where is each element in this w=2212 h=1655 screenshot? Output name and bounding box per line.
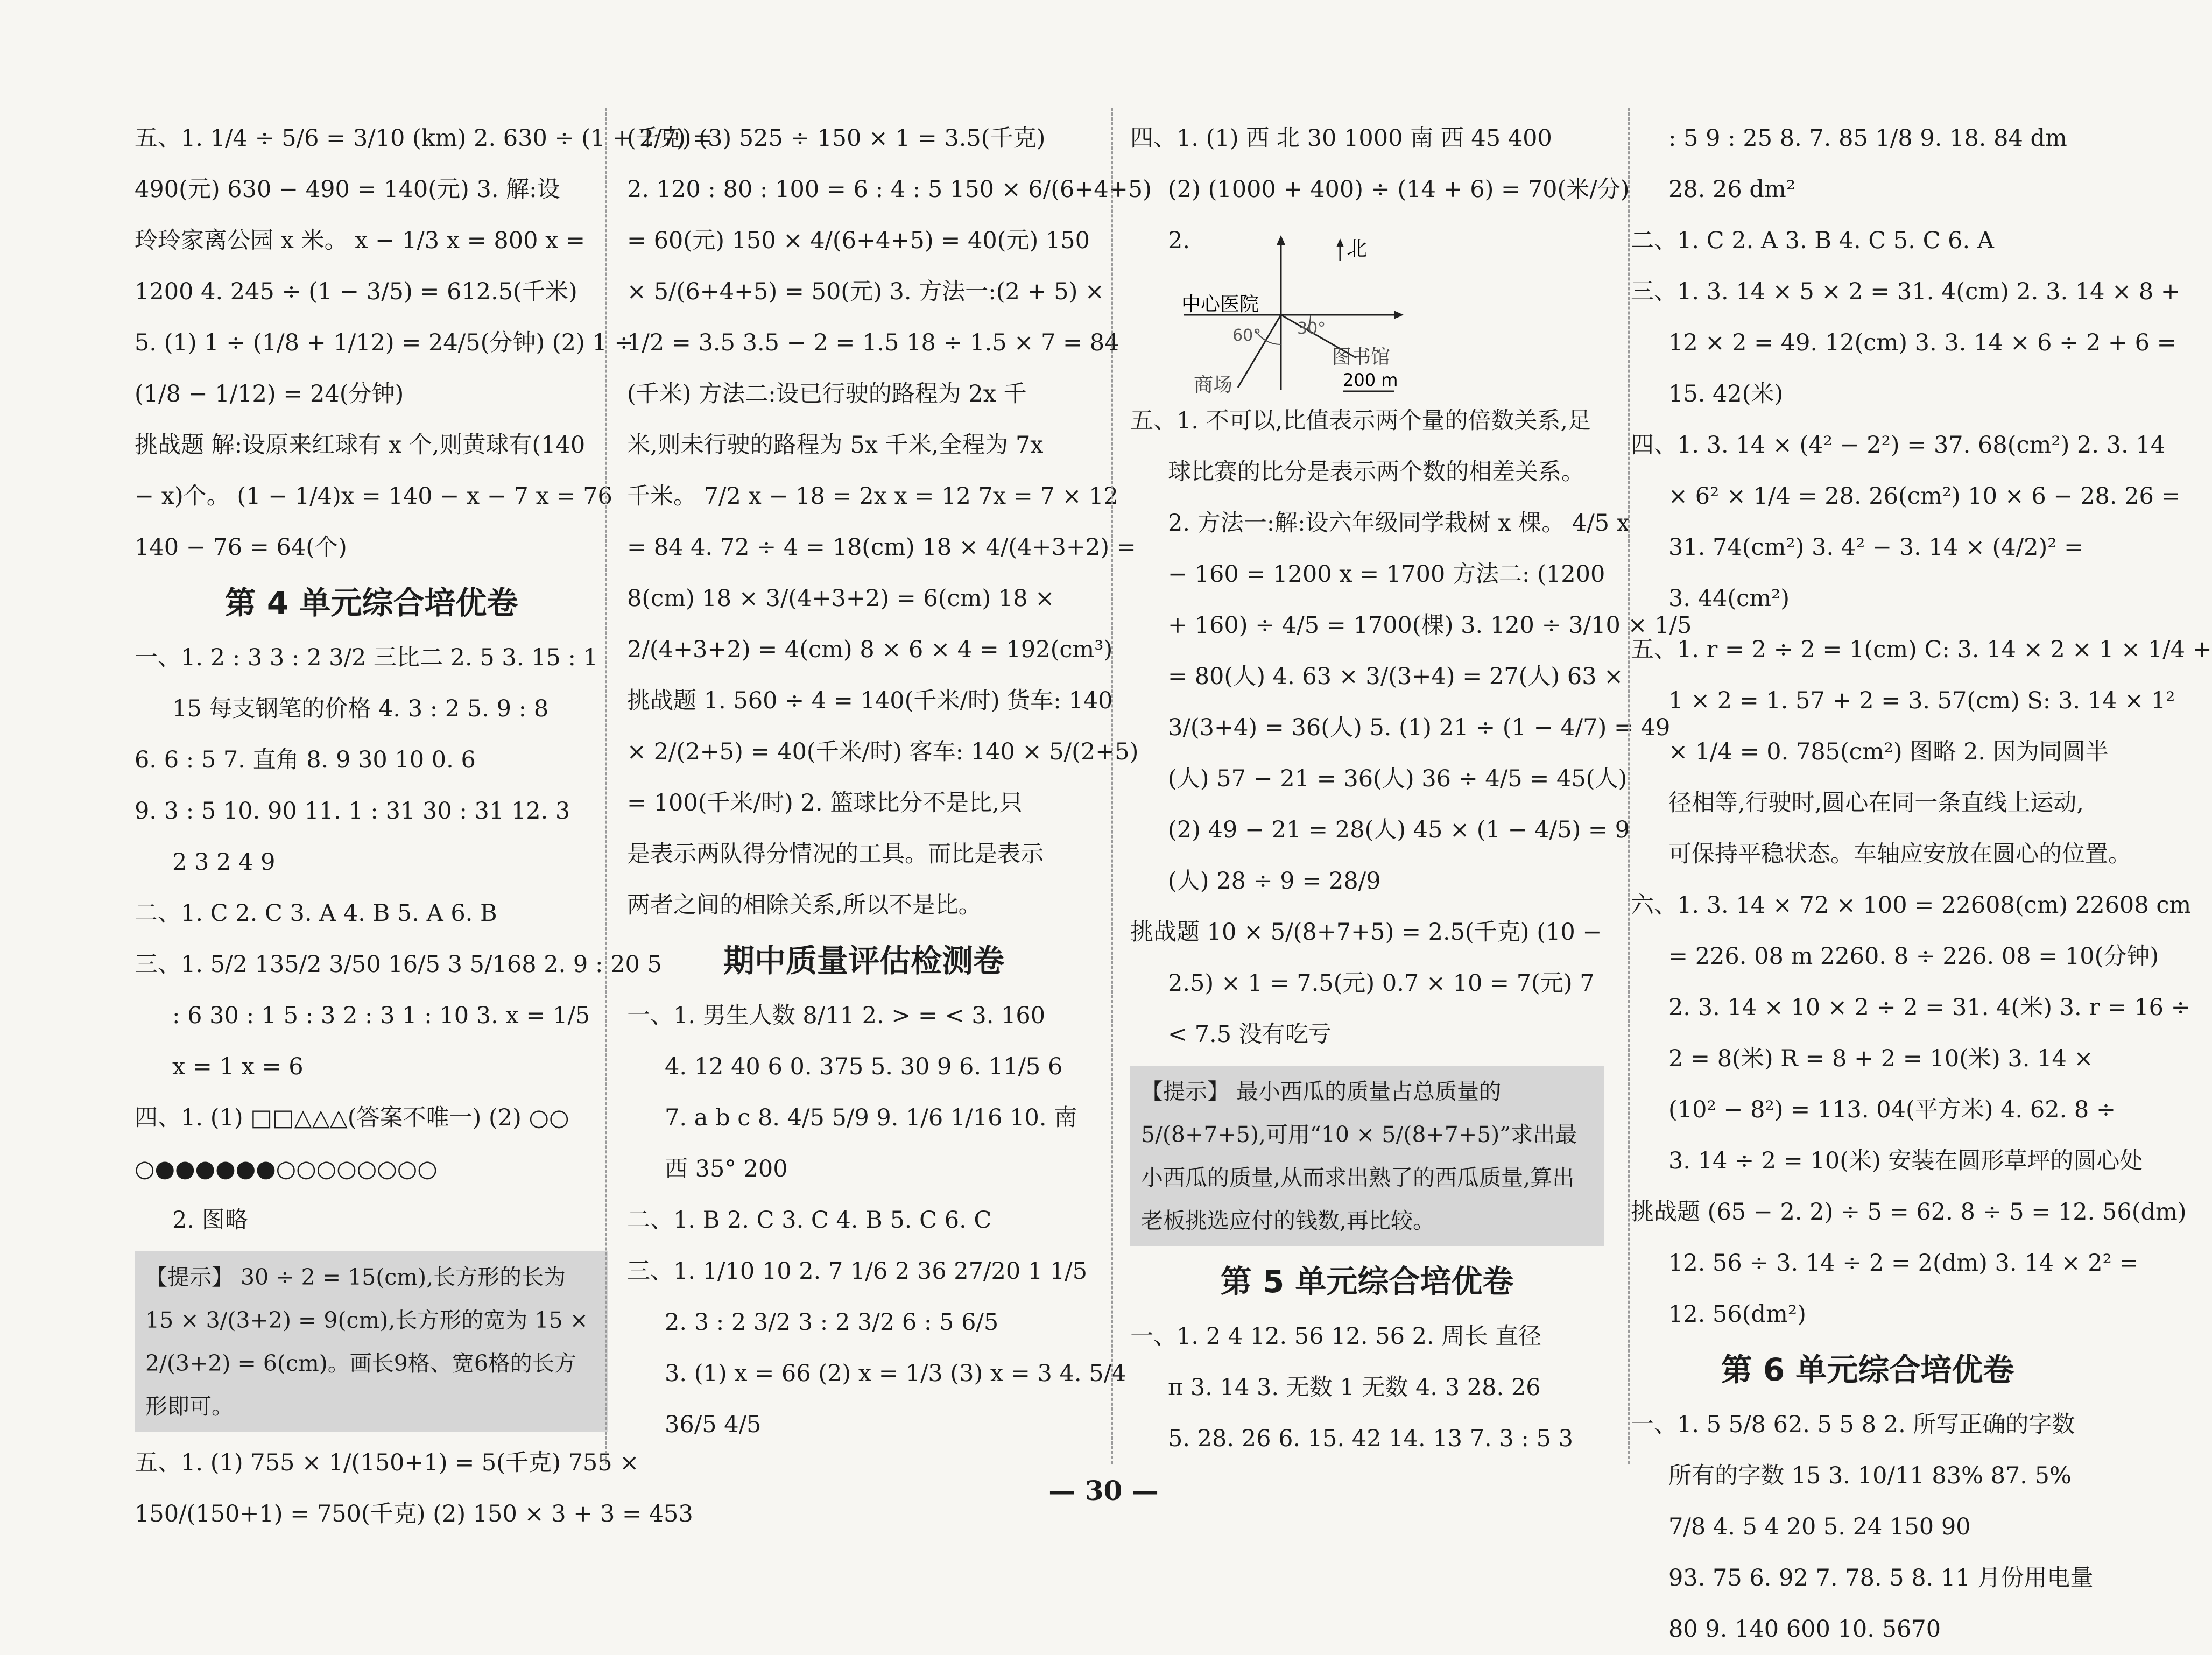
answer-line: 五、1. 1/4 ÷ 5/6 = 3/10 (km) 2. 630 ÷ (1 + 2/7) = (135, 125, 713, 152)
answer-line: 28. 26 dm² (1668, 176, 1795, 203)
mall-label: 商场 (1194, 374, 1233, 396)
answer-line: 6. 6 : 5 7. 直角 8. 9 30 10 0. 6 (135, 746, 476, 773)
answer-line: = 84 4. 72 ÷ 4 = 18(cm) 18 × 4/(4+3+2) = (627, 534, 1136, 561)
answer-line: 2 = 8(米) R = 8 + 2 = 10(米) 3. 14 × (1668, 1045, 2094, 1072)
answer-line: 西 35° 200 (665, 1156, 788, 1182)
column-4 (1631, 113, 2212, 1655)
answer-line: 1 × 2 = 1. 57 + 2 = 3. 57(cm) S: 3. 14 × 1² (1668, 687, 2175, 714)
answer-line: 2/(4+3+2) = 4(cm) 8 × 6 × 4 = 192(cm³) (627, 636, 1113, 663)
answer-line: 是表示两队得分情况的工具。而比是表示 (627, 841, 1044, 868)
answer-line: 三、1. 5/2 135/2 3/50 16/5 3 5/168 2. 9 : 20 5 (135, 951, 662, 978)
answer-line: 2. 方法一:解:设六年级同学栽树 x 棵。 4/5 x (1168, 510, 1630, 537)
answer-line: 150/(150+1) = 750(千克) (2) 150 × 3 + 3 = 453 (135, 1501, 693, 1527)
answer-line: 5. (1) 1 ÷ (1/8 + 1/12) = 24/5(分钟) (2) 1 ÷ (135, 329, 634, 356)
answer-line: x = 1 x = 6 (172, 1053, 304, 1080)
answer-line: 15. 42(米) (1668, 381, 1784, 407)
answer-line: × 1/4 = 0. 785(cm²) 图略 2. 因为同圆半 (1668, 738, 2109, 765)
answer-line: = 80(人) 4. 63 × 3/(3+4) = 27(人) 63 × (1168, 663, 1624, 690)
answer-line: 2. 图略 (172, 1207, 248, 1234)
answer-line: = 226. 08 m 2260. 8 ÷ 226. 08 = 10(分钟) (1668, 943, 2159, 970)
answer-line: 1/2 = 3.5 3.5 − 2 = 1.5 18 ÷ 1.5 × 7 = 84 (627, 329, 1119, 356)
answer-line: 12. 56(dm²) (1668, 1301, 1806, 1328)
answer-line: 7. a b c 8. 4/5 5/9 9. 1/6 1/16 10. 南 (665, 1104, 1077, 1131)
north-arrow-icon (1336, 238, 1344, 247)
answer-line: 可保持平稳状态。车轴应安放在圆心的位置。 (1668, 841, 2131, 868)
answer-line: 挑战题 10 × 5/(8+7+5) = 2.5(千克) (10 − (1130, 919, 1602, 946)
section-title: 期中质量评估检测卷 (723, 942, 1004, 979)
angle-label: 60° (1232, 326, 1262, 345)
answer-line: 玲玲家离公园 x 米。 x − 1/3 x = 800 x = (135, 227, 586, 254)
library-label: 图书馆 (1332, 346, 1391, 368)
answer-line: 3. (1) x = 66 (2) x = 1/3 (3) x = 3 4. 5/4 (665, 1360, 1126, 1387)
answer-line: × 6² × 1/4 = 28. 26(cm²) 10 × 6 − 28. 26 = (1668, 483, 2181, 510)
direction-map (1130, 234, 1593, 396)
answer-line: (2) 49 − 21 = 28(人) 45 × (1 − 4/5) = 9 (1168, 816, 1630, 843)
answer-line: 三、1. 1/10 10 2. 7 1/6 2 36 27/20 1 1/5 (627, 1258, 1088, 1285)
answer-line: 7/8 4. 5 4 20 5. 24 150 90 (1668, 1513, 1971, 1540)
answer-line: (2) (1000 + 400) ÷ (14 + 6) = 70(米/分) (1168, 176, 1630, 203)
answer-line: 五、1. 不可以,比值表示两个量的倍数关系,足 (1130, 407, 1591, 434)
column-divider (605, 108, 607, 1464)
answer-line: 9. 3 : 5 10. 90 11. 1 : 31 30 : 31 12. 3 (135, 798, 570, 825)
answer-line: 1200 4. 245 ÷ (1 − 3/5) = 612.5(千米) (135, 278, 577, 305)
hint-box (135, 1251, 608, 1432)
east-arrow-icon (1394, 311, 1404, 319)
column-divider (1111, 108, 1113, 1464)
answer-line: 80 9. 140 600 10. 5670 (1668, 1616, 1941, 1643)
column-1 (135, 113, 713, 1540)
answer-line: 二、1. B 2. C 3. C 4. B 5. C 6. C (627, 1207, 992, 1234)
answer-line: 挑战题 解:设原来红球有 x 个,则黄球有(140 (135, 432, 586, 459)
answer-line: (10² − 8²) = 113. 04(平方米) 4. 62. 8 ÷ (1668, 1096, 2116, 1123)
answer-line: × 5/(6+4+5) = 50(元) 3. 方法一:(2 + 5) × (627, 278, 1105, 305)
north-label: 北 (1347, 237, 1368, 260)
answer-line: 2. 120 : 80 : 100 = 6 : 4 : 5 150 × 6/(6+4+5) (627, 176, 1152, 203)
answer-line: 二、1. C 2. C 3. A 4. B 5. A 6. B (135, 900, 497, 927)
answer-line: 一、1. 5 5/8 62. 5 5 8 2. 所写正确的字数 (1631, 1411, 2075, 1438)
answer-line: 两者之间的相除关系,所以不是比。 (627, 892, 982, 919)
answer-line: + 160) ÷ 4/5 = 1700(棵) 3. 120 ÷ 3/10 × 1/5 (1168, 612, 1692, 639)
answer-line: = 60(元) 150 × 4/(6+4+5) = 40(元) 150 (627, 227, 1090, 254)
answer-line: 3. 44(cm²) (1668, 585, 1790, 612)
answer-line: 3. 14 ÷ 2 = 10(米) 安装在圆形草坪的圆心处 (1668, 1147, 2143, 1174)
answer-line: × 2/(2+5) = 40(千米/时) 客车: 140 × 5/(2+5) (627, 738, 1139, 765)
answer-line: 千米。 7/2 x − 18 = 2x x = 12 7x = 7 × 12 (627, 483, 1118, 510)
answer-line: 四、1. 3. 14 × (4² − 2²) = 37. 68(cm²) 2. 3. 14 (1631, 432, 2166, 459)
answer-line: 所有的字数 15 3. 10/11 83% 87. 5% (1668, 1462, 2072, 1489)
answer-line: 8(cm) 18 × 3/(4+3+2) = 6(cm) 18 × (627, 585, 1055, 612)
answer-line: 5. 28. 26 6. 15. 42 14. 13 7. 3 : 5 3 (1168, 1425, 1573, 1452)
hint-text: 【提示】 最小西瓜的质量占总质量的 5/(8+7+5),可用“10 × 5/(8+7+5)”求出最小西瓜的质量,从而求出熟了的西瓜质量,算出老板挑选应付的钱数,再比较。 (1141, 1079, 1577, 1234)
answer-line: = 100(千米/时) 2. 篮球比分不是比,只 (627, 790, 1023, 816)
answer-line: 490(元) 630 − 490 = 140(元) 3. 解:设 (135, 176, 560, 203)
answer-line: 五、1. (1) 755 × 1/(150+1) = 5(千克) 755 × (135, 1449, 639, 1476)
answer-line: 球比赛的比分是表示两个数的相差关系。 (1168, 459, 1584, 485)
answer-line: − x)个。 (1 − 1/4)x = 140 − x − 7 x = 76 (135, 483, 612, 510)
section-title: 第 4 单元综合培优卷 (224, 584, 518, 621)
angle-label: 30° (1297, 319, 1326, 338)
section-title: 第 6 单元综合培优卷 (1721, 1351, 2014, 1388)
answer-line: 15 每支钢笔的价格 4. 3 : 2 5. 9 : 8 (172, 695, 549, 722)
answer-line: 12. 56 ÷ 3. 14 ÷ 2 = 2(dm) 3. 14 × 2² = (1668, 1250, 2139, 1277)
answer-line: (人) 28 ÷ 9 = 28/9 (1168, 868, 1381, 895)
answer-line: ○●●●●●●○○○○○○○○ (135, 1156, 438, 1182)
answer-line: < 7.5 没有吃亏 (1168, 1021, 1332, 1048)
column-divider (1628, 108, 1630, 1464)
column-3 (1130, 113, 1692, 1464)
answer-line: 三、1. 3. 14 × 5 × 2 = 31. 4(cm) 2. 3. 14 × 8 + (1631, 278, 2180, 305)
answer-line: 四、1. (1) □□△△△(答案不唯一) (2) ○○ (135, 1104, 569, 1131)
answer-line: 2 3 2 4 9 (172, 849, 276, 876)
answer-line: − 160 = 1200 x = 1700 方法二: (1200 (1168, 561, 1605, 588)
hospital-label: 中心医院 (1181, 293, 1259, 315)
column-2 (627, 113, 1152, 1450)
answer-line: 3/(3+4) = 36(人) 5. (1) 21 ÷ (1 − 4/7) = 49 (1168, 714, 1671, 741)
answer-line: (1/8 − 1/12) = 24(分钟) (135, 381, 404, 407)
answer-line: (千克) (3) 525 ÷ 150 × 1 = 3.5(千克) (627, 125, 1046, 152)
answer-line: 一、1. 2 : 3 3 : 2 3/2 三比二 2. 5 3. 15 : 1 (135, 644, 598, 671)
answer-line: : 6 30 : 1 5 : 3 2 : 3 1 : 10 3. x = 1/5 (172, 1002, 590, 1029)
answer-line: 一、1. 2 4 12. 56 12. 56 2. 周长 直径 (1130, 1323, 1541, 1350)
answer-line: 2. (1168, 227, 1190, 254)
answer-line: 36/5 4/5 (665, 1411, 762, 1438)
answer-line: 2.5) × 1 = 7.5(元) 0.7 × 10 = 7(元) 7 (1168, 970, 1595, 997)
answer-line: : 5 9 : 25 8. 7. 85 1/8 9. 18. 84 dm (1668, 125, 2067, 152)
answer-line: 2. 3 : 2 3/2 3 : 2 3/2 6 : 5 6/5 (665, 1309, 999, 1336)
section-title: 第 5 单元综合培优卷 (1220, 1263, 1514, 1300)
answer-line: 12 × 2 = 49. 12(cm) 3. 3. 14 × 6 ÷ 2 + 6 = (1668, 329, 2176, 356)
answer-line: (人) 57 − 21 = 36(人) 36 ÷ 4/5 = 45(人) (1168, 765, 1628, 792)
page-number: — 30 — (1048, 1475, 1159, 1506)
answer-line: 径相等,行驶时,圆心在同一条直线上运动, (1668, 790, 2084, 816)
hint-text: 【提示】 30 ÷ 2 = 15(cm),长方形的长为 15 × 3/(3+2) = 9(cm),长方形的宽为 15 × 2/(3+2) = 6(cm)。画长9格、宽6格的长方形即可。 (145, 1264, 588, 1419)
answer-line: 31. 74(cm²) 3. 4² − 3. 14 × (4/2)² = (1668, 534, 2084, 561)
answer-line: π 3. 14 3. 无数 1 无数 4. 3 28. 26 (1168, 1374, 1541, 1401)
answer-line: 五、1. r = 2 ÷ 2 = 1(cm) C: 3. 14 × 2 × 1 × 1/4 + (1631, 636, 2212, 663)
answer-line: 4. 12 40 6 0. 375 5. 30 9 6. 11/5 6 (665, 1053, 1063, 1080)
answer-line: 140 − 76 = 64(个) (135, 534, 347, 561)
answer-line: 四、1. (1) 西 北 30 1000 南 西 45 400 (1130, 125, 1552, 152)
answer-line: 2. 3. 14 × 10 × 2 ÷ 2 = 31. 4(米) 3. r = 16 ÷ (1668, 994, 2190, 1021)
answer-line: 93. 75 6. 92 7. 78. 5 8. 11 月份用电量 (1668, 1565, 2094, 1591)
hint-box (1130, 1066, 1604, 1246)
scale-label: 200 m (1343, 370, 1398, 390)
answer-line: (千米) 方法二:设已行驶的路程为 2x 千 (627, 381, 1027, 407)
north-arrow-icon (1277, 235, 1285, 245)
answer-line: 挑战题 1. 560 ÷ 4 = 140(千米/时) 货车: 140 (627, 687, 1113, 714)
answer-line: 六、1. 3. 14 × 72 × 100 = 22608(cm) 22608 cm (1631, 892, 2192, 919)
answer-line: 一、1. 男生人数 8/11 2. > = < 3. 160 (627, 1002, 1046, 1029)
answer-line: 挑战题 (65 − 2. 2) ÷ 5 = 62. 8 ÷ 5 = 12. 56(dm) (1631, 1199, 2187, 1226)
answer-line: 米,则未行驶的路程为 5x 千米,全程为 7x (627, 432, 1044, 459)
answer-line: 二、1. C 2. A 3. B 4. C 5. C 6. A (1631, 227, 1994, 254)
